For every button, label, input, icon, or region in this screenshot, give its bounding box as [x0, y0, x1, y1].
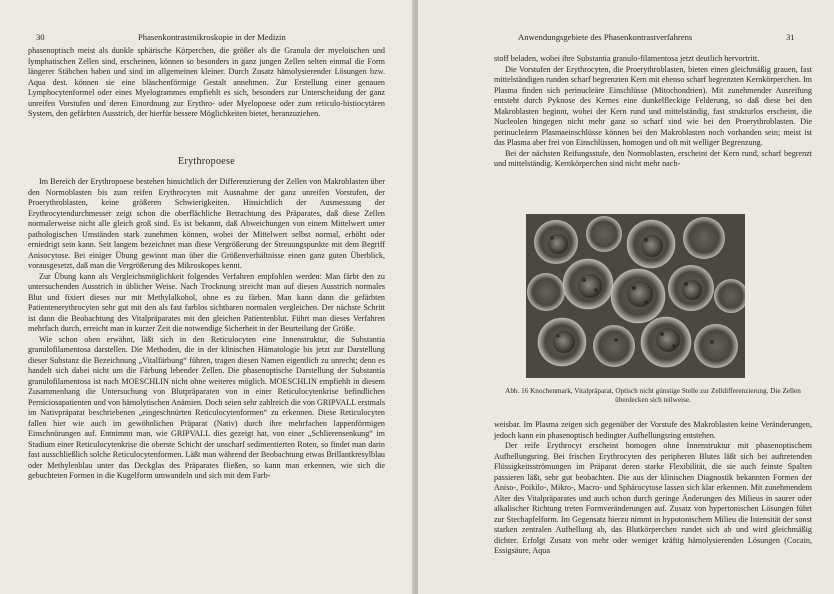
text-column-main [28, 177, 385, 482]
paragraph: Bei der nächsten Reifungsstufe, den Normoblasten, erscheint der Kern rund, scharf begrenzt und mittelständig. Kernkörperchen sind nicht mehr nach- [494, 148, 812, 168]
bone-marrow-micrograph [526, 214, 745, 378]
text-column-bottom [494, 420, 812, 557]
paragraph: stoff beladen, wobei ihre Substantia granulo-filamentosa jetzt deutlich hervortritt. [494, 54, 760, 63]
section-heading: Erythropoese [178, 156, 235, 167]
paragraph: Der reife Erythrocyt erscheint homogen ohne Innenstruktur mit phasenoptischem Aufhellungsring. Bei frischen Erythrocyten des peripheren Blutes läßt sich bei auftretenden Flüssigkeitsströmungen im Präparat deren starke Flexibilität, die sie auch feinste Spalten passieren läßt, sehr gut beobachten. Die aus der klinischen Diagnostik bekannten Formen der Aniso-, Poikilo-, Mikro-, Macro- und Sphärocytose lassen sich klar erkennen. Mit zunehmendem Alter des Vitalpräparates und auch schon durch geringe Änderungen des Milieus in saurer oder alkalischer Richtung treten Formveränderungen auf. Zusatz von hypertonischen Lösungen führt zur Stechapfelform. Im Gegensatz hierzu nimmt in hypotonischem Milieu die Intensität der sonst starken zentralen Aufhellung ab, das Blutkörperchen rundet sich ab und wird gleichmäßig dichter. Erfolgt Zusatz von mehr oder weniger kräftig hämolysierenden Lösungen (Cocain, Essigsäure, Aqua [494, 441, 812, 555]
paragraph: Im Bereich der Erythropoese bestehen hinsichtlich der Differenzierung der Zellen von Makroblasten über den Normoblasten bis zum reifen Erythrocyten mit Ausnahme der ganz unreifen Vorstufen, der Proerythroblasten, keine größeren Schwierigkeiten. Hinsichtlich der Ausmessung der Erythrocytendurchmesser zeigt schon die oberflächliche Betrachtung des Präparates, daß diese Zellen normalerweise nicht alle gleich groß sind. Es ist bekannt, daß Abweichungen von einem Mittelwert unter pathologischen Umständen stark zunehmen können, wobei der Mittelwert selbst normal, erhöht oder erniedrigt sein kann. Seit langem bezeichnet man diese Vergrößerung der Streuungspunkte mit dem Begriff Anisocytose. Bei einiger Übung gewinnt man über die Größenverhältnisse einen ganz guten Überblick, vorausgesetzt, daß man die Vergrößerung des Mikroskopes kennt. [28, 177, 385, 270]
paragraph: Die Vorstufen der Erythrocyten, die Proerythroblasten, bieten einen gleichmäßig grauen, fast mittelständigen runden scharf begrenzten Kern mit ebenso scharf begrenzten Kernkörperchen. Im Plasma finden sich perinucleäre Einschlüsse (Mitochondrien). Mit zunehmender Ausreifung entsteht durch Pyknose des Kernes eine dunkelfleckige Felderung, so daß diese bei den Makroblasten beginnt, wobei der Kern rund und mittelständig, fast strukturlos erscheint, die Nucleolen hingegen nicht mehr ganz so scharf sind wie bei den Proerythroblasten. Die perinucleären Plasmaeinschlüsse können bei den Makroblasten noch vorhanden sein; meist ist das Plasma aber frei von Einschlüssen, homogen und oft mit welliger Begrenzung. [494, 64, 812, 147]
figure-caption: Abb. 16 Knochenmark, Vitalpräparat, Optisch nicht günstige Stelle zur Zelldifferenzierung. Die Zellen überdecken sich teilweise. [505, 387, 801, 404]
running-head: Phasenkontrastmikroskopie in der Medizin [138, 32, 286, 42]
paragraph: Wie schon oben erwähnt, läßt sich in den Reticulocyten eine Innenstruktur, die Substantia granulofilamentosa darstellen. Die Methoden, die in der klinischen Hämatologie bis jetzt zur Darstellung dieser Substanz die Bezeichnung „Vitalfärbung“ führen, tragen diesen Namen eigentlich zu unrecht; denn es handelt sich dabei nicht um die Färbung lebender Zellen. Die phasenoptische Darstellung der Substantia granulofilamentosa ist nach MOESCHLIN nicht ohne weiteres möglich. MOESCHLIN empfiehlt in diesem Zusammenhang die Untersuchung von Blutpräparaten von in einer Reticulocytenkrise befindlichen Perniciosapatienten und von hämolytischen Anämien. Doch seien sehr zahlreich die von GRIPVALL erstmals im Nativpräparat beschriebenen „eingeschnürten Reticulocytenformen“ zu erkennen. Diese Reticulocyten fallen hier wie auch im gewöhnlichen Präparat (Nativ) durch ihre mehrfachen lappenförmigen Einschnürungen auf. Entnimmt man, wie GRIPVALL dies gezeigt hat, von einer „Schlierensenkung“ im Stadium einer Reticulocytenkrise die oberste Schicht der unscharf sedimentierten Roten, so findet man darin fast ausschließlich solche Reticulocytenformen. Läßt man während der Beobachtung etwas Brillantkresylblau oder Methylenblau unter das Deckglas des Präparates fließen, so kann man erkennen, wie sich die gebuchteten Formen in die Kugelform umwandeln und sich mit dem Farb- [28, 334, 385, 480]
section [28, 157, 385, 168]
paragraph: weisbar. Im Plasma zeigen sich gegenüber der Vorstufe des Makroblasten keine Veränderungen, jedoch kann ein phasenoptisch bedingter Aufhellungsring entstehen. [494, 420, 812, 440]
paragraph: phasenoptisch meist als dunkle sphärische Körperchen, die größer als die Granula der myeloischen und lymphatischen Zellen sind, erscheinen, können so besonders in ganz jungen Zellen selten einmal die Form längerer Stäbchen haben und sind im allgemeinen kleiner. Durch Zusatz hämolysierender Lösungen bzw. Aqua dest. können sie eine bläschenförmige Gestalt annehmen. Zur Erstellung einer genauen Lymphocytenformel oder eines Myelogrammes empfiehlt es sich, besonders zur Unterscheidung der ganz unreifen Vorstufen und deren Einordnung zur Erythro- oder Myelopoese oder zum reticulo-histiocytären System, den gefärbten Ausstrich, der hierfür bessere Möglichkeiten bietet, heranzuziehen. [28, 46, 385, 118]
micrograph-photo [526, 214, 745, 378]
running-head: Anwendungsgebiete des Phasenkontrastverfahrens [518, 32, 693, 42]
text-column-top [494, 54, 812, 170]
paragraph: Zur Übung kann als Vergleichsmöglichkeit folgendes Verfahren empfohlen werden: Man färbt den zu untersuchenden Ausstrich in üblicher Weise. Nach Trocknung streicht man auf diesen Ausstrich normales Blut und fixiert dieses nur mit Methylalkohol, ohne es zu färben. Man kann dann die gefärbten Patientenerythrocyten sehr gut mit den als fast farblos sichtbaren normalen vergleichen. Der nächste Schritt ist dann die Beobachtung des Vitalpräparates mit den gleichen Patientenblut. Führt man dieses Verfahren mehrfach durch, erreicht man in kurzer Zeit die notwendige Sicherheit in der Beurteilung der Größe. [28, 271, 385, 333]
left-page [0, 0, 414, 594]
page-number: 31 [786, 32, 795, 42]
page-number: 30 [36, 32, 45, 42]
right-page [418, 0, 834, 594]
text-column-top [28, 46, 385, 120]
